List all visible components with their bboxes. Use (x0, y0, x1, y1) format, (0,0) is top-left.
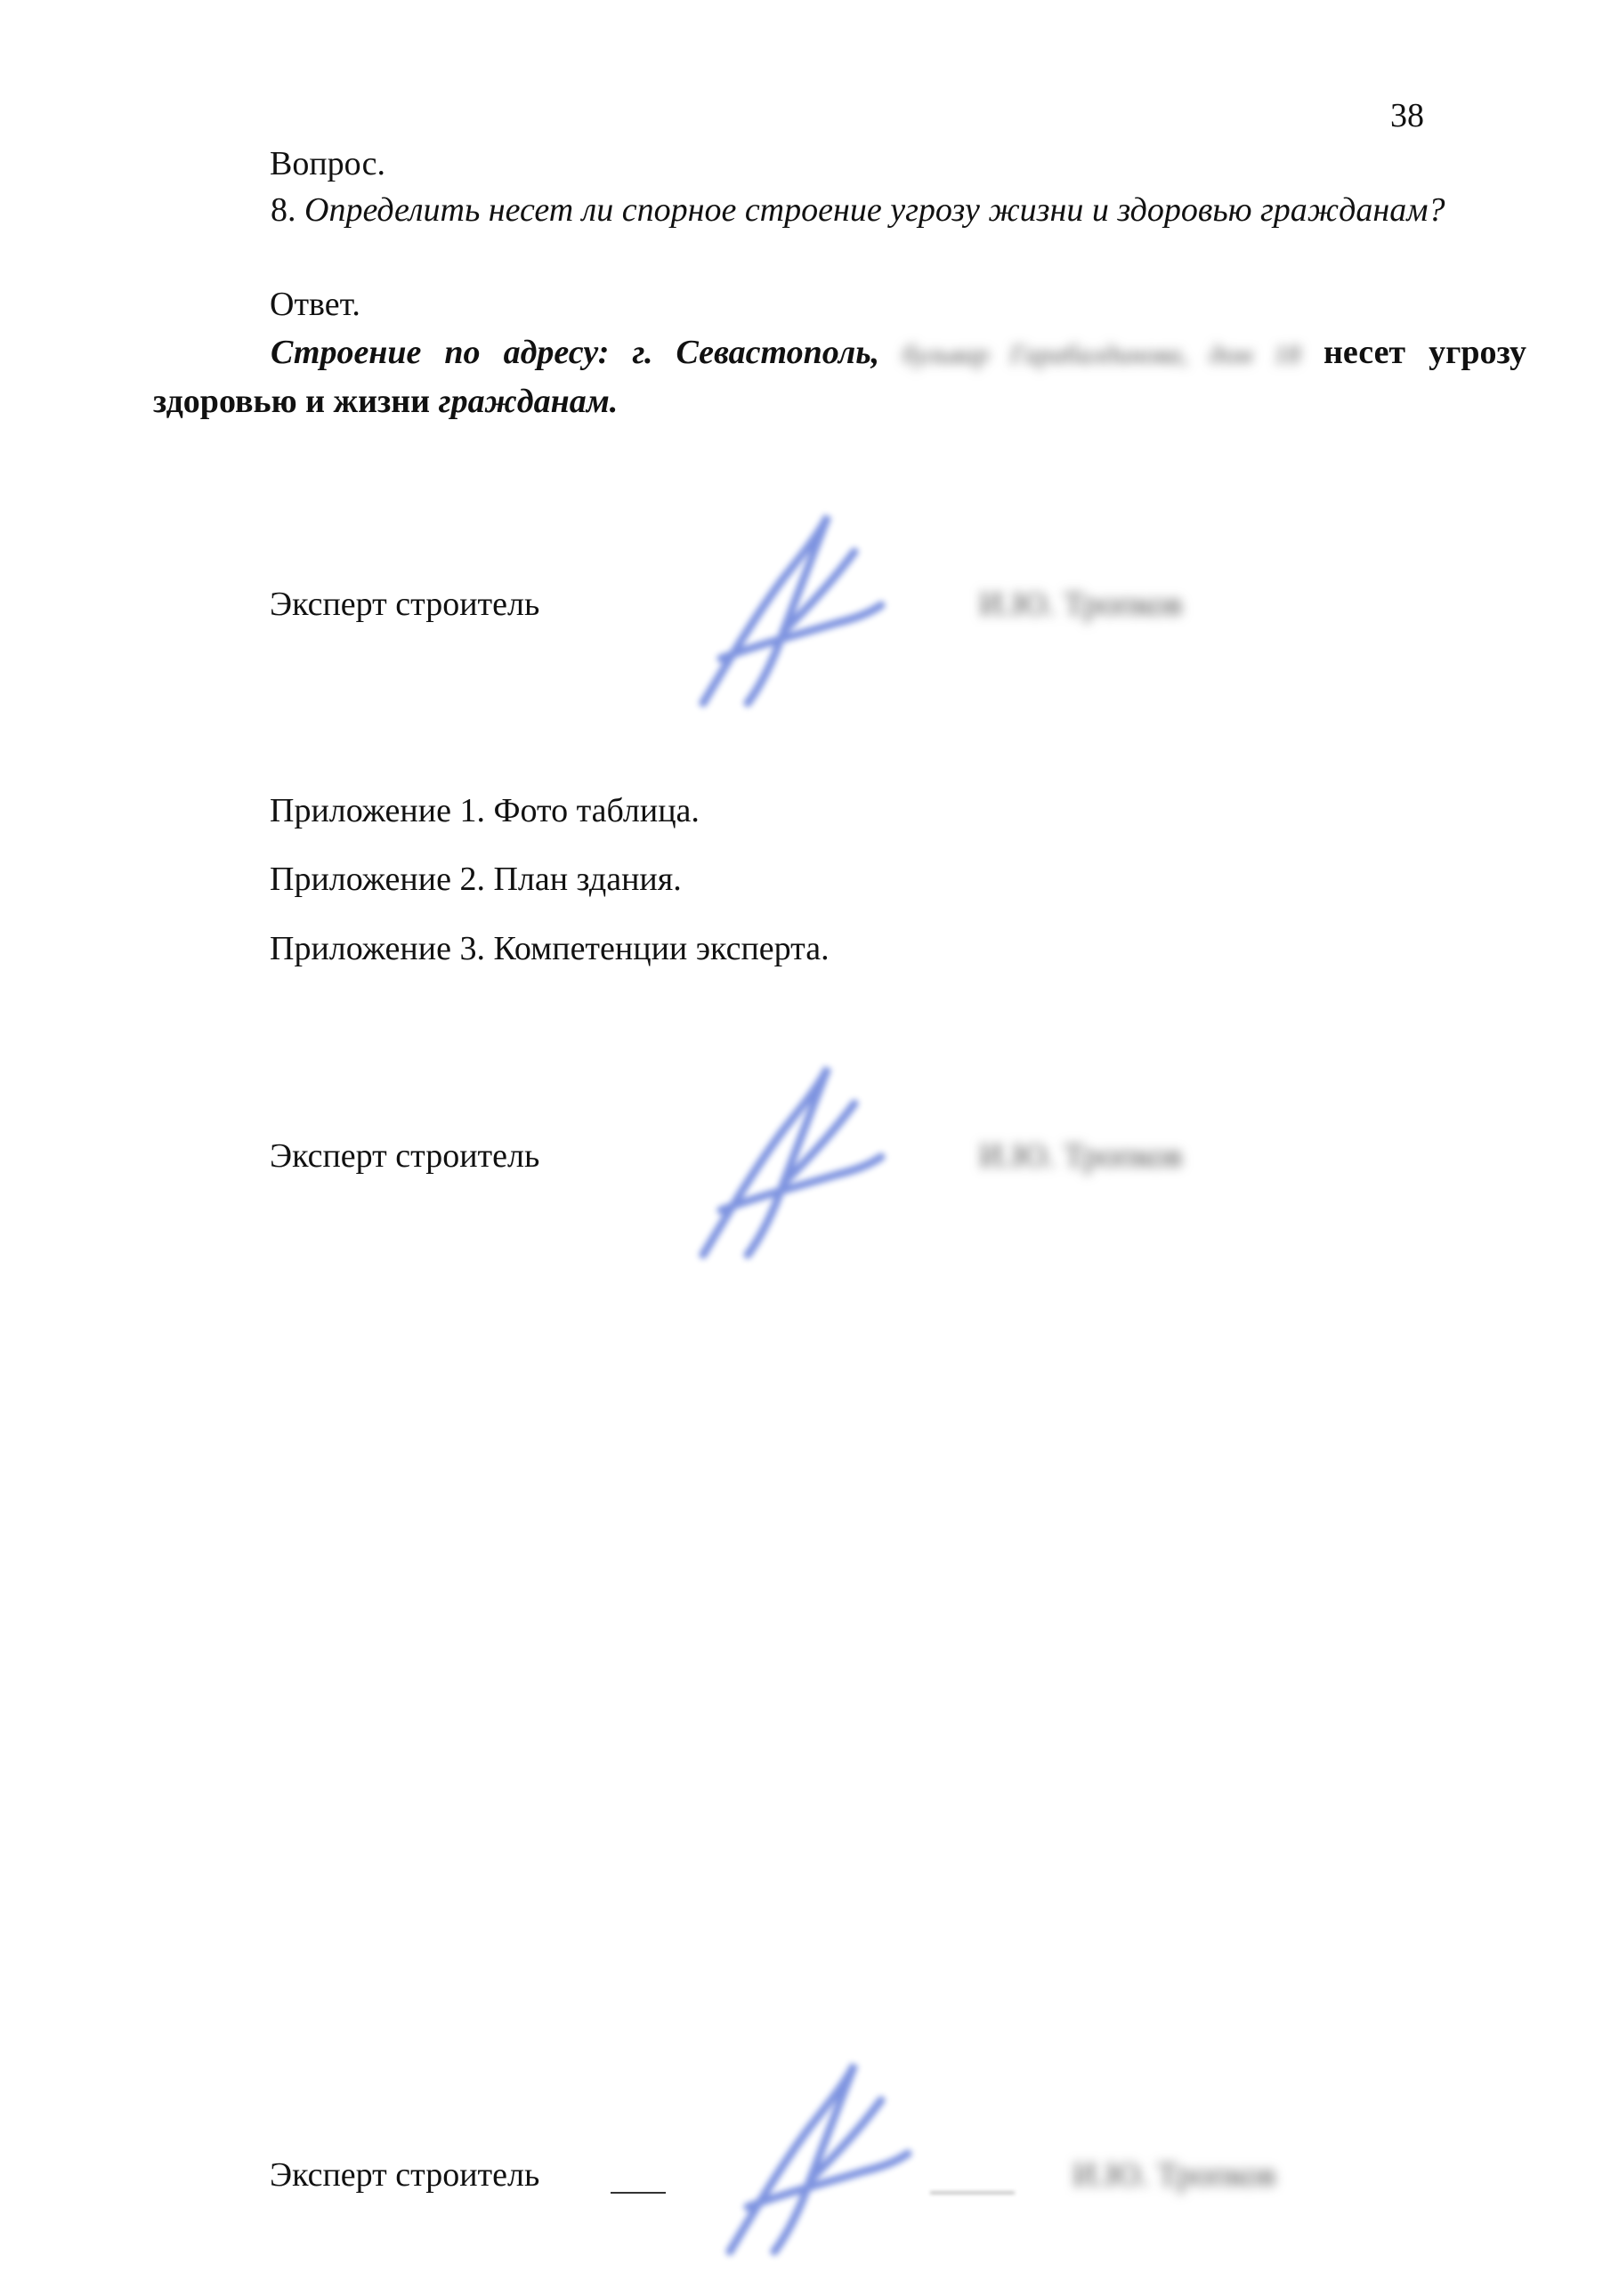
redacted-address: бульвар Гарабалдинова, дом 18 (903, 340, 1300, 369)
question-text: Определить несет ли спорное строение угрозу жизни и здоровью гражданам? (304, 191, 1445, 229)
answer-part3: угрозу здоровью и жизни (153, 334, 1526, 420)
signature-image-1 (650, 481, 917, 748)
appendix-3: Приложение 3. Компетенции эксперта. (270, 930, 830, 967)
signature-role-1: Эксперт строитель (270, 586, 540, 623)
signature-image-2 (650, 1032, 917, 1299)
signature-role-2: Эксперт строитель (270, 1137, 540, 1175)
page-number: 38 (1390, 97, 1424, 134)
signature-underline-left (611, 2192, 666, 2194)
answer-part1: Строение по адресу: г. Севастополь, (271, 334, 880, 371)
answer-part4: гражданам. (438, 383, 619, 420)
answer-label: Ответ. (270, 286, 360, 323)
appendix-1: Приложение 1. Фото таблица. (270, 792, 700, 829)
signature-underline-right (930, 2192, 1015, 2194)
question-number: 8. (271, 191, 296, 229)
answer-part2: несет (1324, 334, 1406, 371)
appendix-2: Приложение 2. План здания. (270, 861, 682, 898)
signature-name-3: И.Ю. Тропков (1073, 2156, 1276, 2194)
signature-name-2: И.Ю. Тропков (979, 1137, 1183, 1175)
question-label: Вопрос. (270, 145, 385, 182)
answer-paragraph (153, 329, 1526, 424)
signature-name-1: И.Ю. Тропков (979, 586, 1183, 623)
signature-role-3: Эксперт строитель (270, 2156, 540, 2194)
signature-image-3 (668, 2029, 952, 2296)
question-text-paragraph (153, 187, 1526, 233)
